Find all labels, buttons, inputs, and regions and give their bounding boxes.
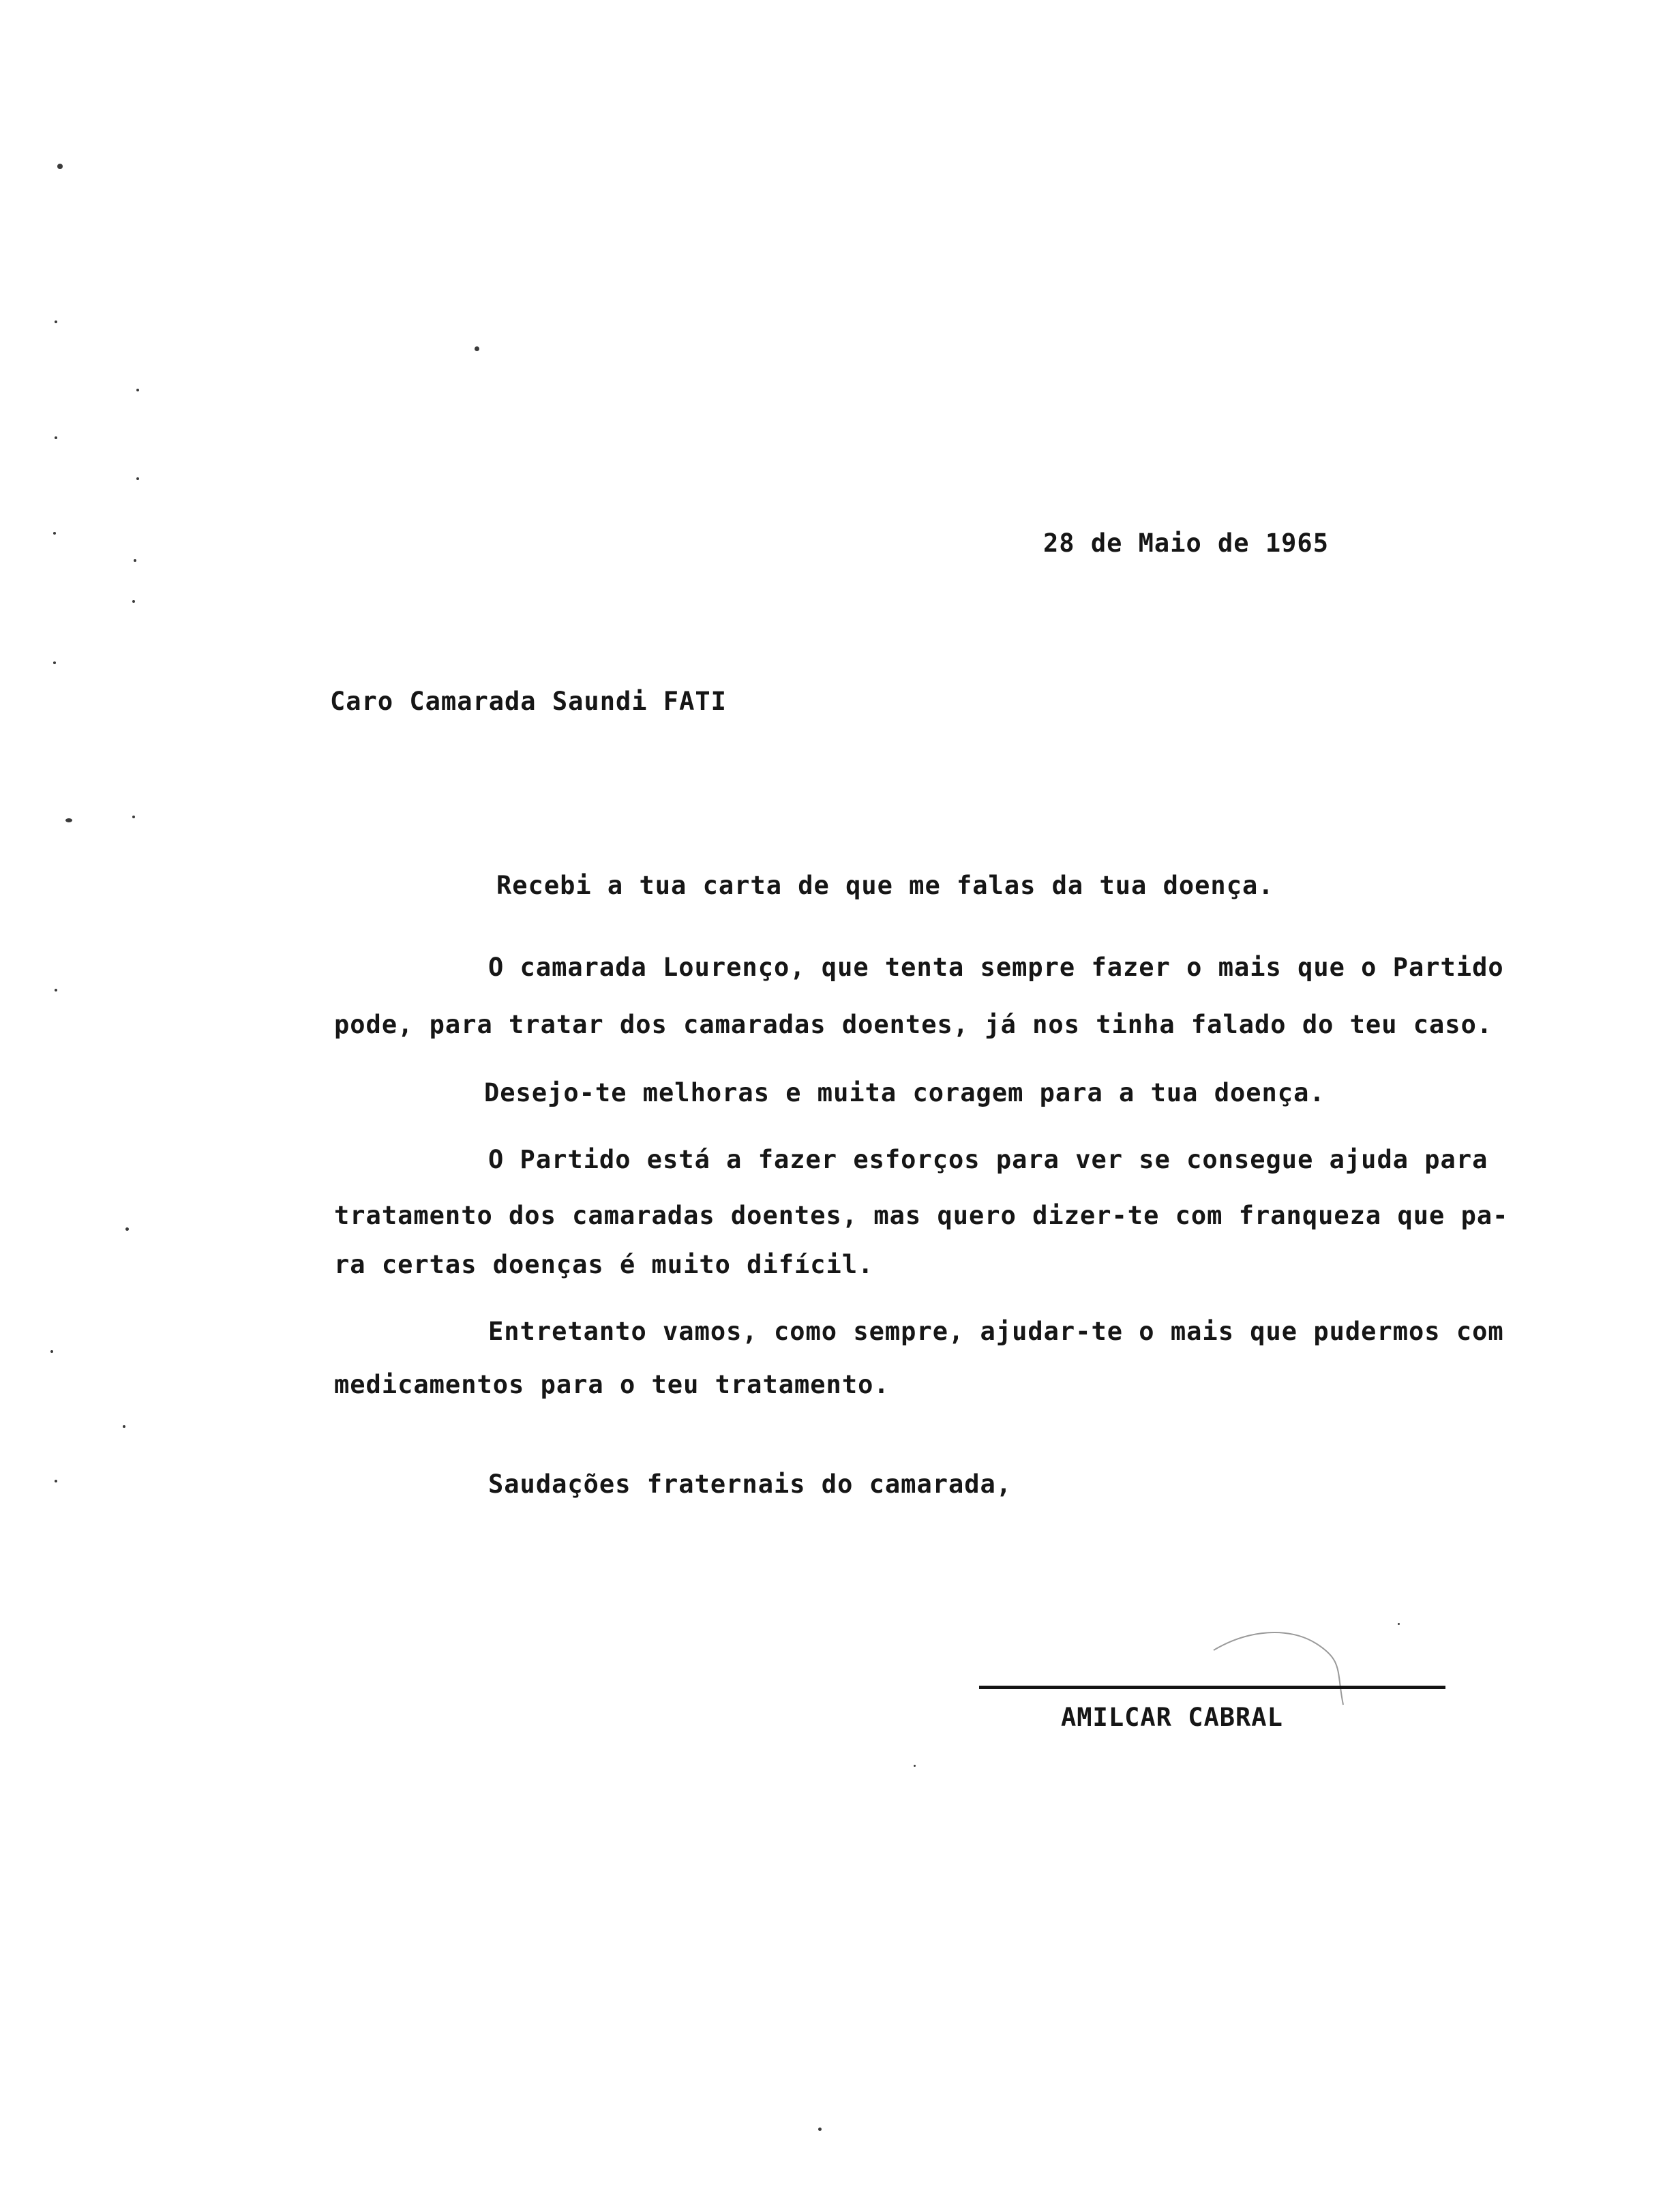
scan-speck [1398, 1623, 1400, 1625]
signature-line [979, 1686, 1445, 1689]
paragraph-5-line-2: medicamentos para o teu tratamento. [334, 1370, 890, 1399]
paragraph-4-line-2: tratamento dos camaradas doentes, mas quero dizer-te com franqueza que pa- [334, 1201, 1509, 1230]
scan-speck [53, 532, 56, 535]
paragraph-4-line-3: ra certas doenças é muito difícil. [334, 1250, 874, 1279]
paragraph-4-line-1: O Partido está a fazer esforços para ver se consegue ajuda para [488, 1145, 1488, 1174]
scan-speck [123, 1425, 125, 1428]
scan-speck [818, 2128, 822, 2131]
scan-speck [134, 559, 136, 562]
scan-speck [136, 477, 139, 480]
scan-speck [125, 1227, 129, 1231]
scan-speck [132, 600, 135, 603]
letter-date: 28 de Maio de 1965 [1043, 528, 1329, 558]
scan-speck [55, 320, 57, 323]
paragraph-2-line-2: pode, para tratar dos camaradas doentes, já nos tinha falado do teu caso. [334, 1010, 1493, 1039]
signatory-name: AMILCAR CABRAL [1061, 1703, 1283, 1732]
paragraph-2-line-1: O camarada Lourenço, que tenta sempre fazer o mais que o Partido [488, 953, 1504, 982]
scan-speck [50, 1350, 53, 1353]
scan-speck [55, 989, 57, 991]
scan-speck [55, 1480, 57, 1482]
scan-speck [53, 661, 56, 664]
paragraph-3: Desejo-te melhoras e muita coragem para a tua doença. [484, 1078, 1325, 1107]
scan-speck [475, 346, 479, 351]
scan-speck [132, 816, 135, 818]
scan-speck [57, 164, 63, 169]
paragraph-1: Recebi a tua carta de que me falas da tua doença. [496, 871, 1274, 900]
letter-closing: Saudações fraternais do camarada, [488, 1470, 1012, 1499]
scan-speck [55, 436, 57, 439]
scan-speck [914, 1765, 916, 1767]
letter-salutation: Caro Camarada Saundi FATI [330, 687, 727, 716]
paragraph-5-line-1: Entretanto vamos, como sempre, ajudar-te o mais que pudermos com [488, 1317, 1504, 1346]
scan-speck [65, 818, 72, 822]
scan-speck [136, 389, 139, 391]
